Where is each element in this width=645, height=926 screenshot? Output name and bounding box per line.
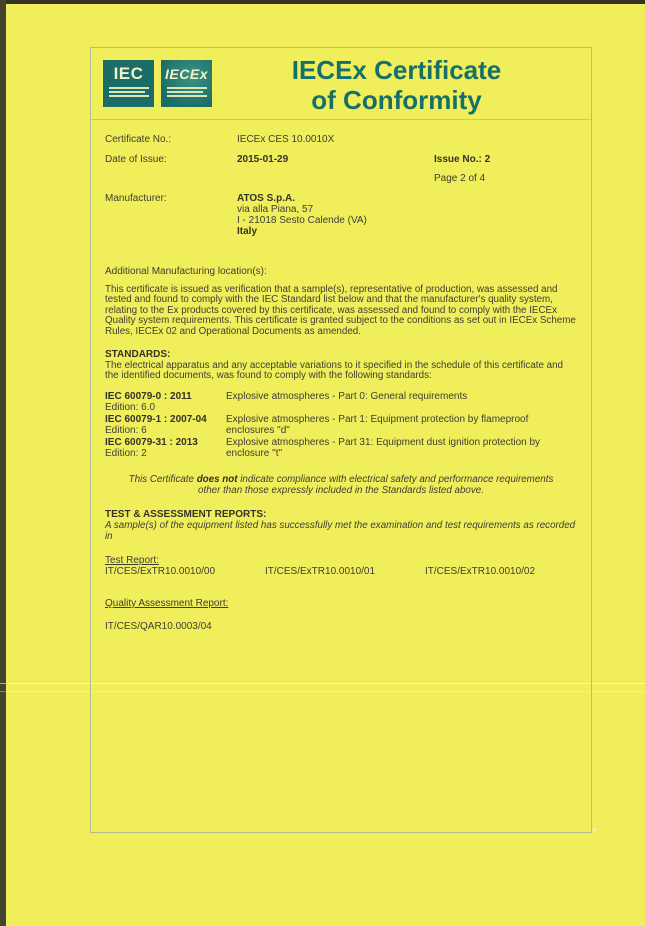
- iec-logo-icon: [103, 60, 154, 107]
- standard-row: [105, 391, 577, 413]
- scan-edge-left: [0, 0, 6, 926]
- verification-paragraph: This certificate is issued as verification that a sample(s), representative of production, was assessed and tested and found to comply with the IEC Standard list below and that the manufacturer's quality system, relating to the Ex products covered by this certificate, was assessed and found to comply with the IECEx Quality system requirements. This certificate is granted subject to the conditions as set out in IECEx Scheme Rules, IECEx 02 and Operational Documents as amended.: [105, 284, 576, 337]
- logos: [103, 60, 212, 107]
- standard-code: IEC 60079-1 : 2007-04: [105, 413, 207, 425]
- test-report-values: [105, 566, 577, 577]
- test-report-number: IT/CES/ExTR10.0010/02: [425, 565, 536, 577]
- disclaimer-suffix: indicate compliance with electrical safety and performance requirements other than those expressly included in the Standards listed above.: [198, 473, 554, 496]
- standards-intro: The electrical apparatus and any acceptable variations to it specified in the schedule of this certificate and the identified documents, was found to comply with the following standards:: [105, 360, 563, 382]
- iecex-logo-lines: [167, 87, 207, 99]
- date-of-issue-row: [105, 154, 577, 165]
- standards-heading: STANDARDS:: [105, 349, 171, 361]
- disclaimer-note: [105, 474, 577, 496]
- date-of-issue-value: 2015-01-29: [237, 154, 289, 165]
- quality-assessment-report-value: IT/CES/QAR10.0003/04: [105, 620, 212, 632]
- certificate-page: [90, 47, 592, 833]
- test-report-number: IT/CES/ExTR10.0010/01: [265, 565, 376, 577]
- manufacturer-address-line2: I - 21018 Sesto Calende (VA): [237, 215, 367, 226]
- date-of-issue-label: Date of Issue:: [105, 154, 167, 165]
- test-reports-heading: TEST & ASSESSMENT REPORTS:: [105, 508, 267, 520]
- iec-logo-lines: [109, 87, 149, 99]
- standard-code: IEC 60079-31 : 2013: [105, 436, 198, 448]
- certificate-body: [91, 120, 591, 632]
- iec-logo-dot: [593, 828, 596, 831]
- iec-logo-label: IEC: [113, 64, 144, 83]
- certificate-no-row: [105, 134, 577, 145]
- title-line-1: IECEx Certificate: [291, 54, 502, 85]
- manufacturer-row: [105, 193, 577, 237]
- title-line-2: of Conformity: [311, 84, 482, 115]
- standard-edition: Edition: 6: [105, 424, 147, 436]
- manufacturer-name: ATOS S.p.A.: [237, 193, 295, 204]
- certificate-no-label: Certificate No.:: [105, 134, 172, 145]
- test-report-number: IT/CES/ExTR10.0010/00: [105, 565, 216, 577]
- test-report-label: Test Report:: [105, 554, 159, 566]
- standards-list: [105, 391, 577, 459]
- standard-edition: Edition: 2: [105, 447, 147, 459]
- disclaimer-prefix: This Certificate: [128, 473, 197, 485]
- iecex-logo-icon: [161, 60, 212, 107]
- standard-code: IEC 60079-0 : 2011: [105, 390, 192, 402]
- additional-locations-label: Additional Manufacturing location(s):: [105, 266, 267, 277]
- issue-no: Issue No.: 2: [434, 154, 491, 165]
- manufacturer-address: [237, 193, 577, 237]
- manufacturer-country: Italy: [237, 226, 258, 237]
- page-no: Page 2 of 4: [434, 173, 486, 184]
- quality-assessment-report-label: Quality Assessment Report:: [105, 597, 229, 609]
- scan-edge-top: [0, 0, 645, 4]
- standard-description: Explosive atmospheres - Part 1: Equipment protection by flameproof enclosures "d": [226, 413, 529, 436]
- disclaimer-emphasis: does not: [196, 473, 238, 485]
- manufacturer-label: Manufacturer:: [105, 193, 167, 204]
- iecex-logo-label: IECEx: [165, 66, 208, 82]
- standard-edition: Edition: 6.0: [105, 401, 156, 413]
- standard-row: [105, 437, 577, 459]
- standard-description: Explosive atmospheres - Part 0: General requirements: [226, 390, 468, 402]
- standard-description: Explosive atmospheres - Part 31: Equipment dust ignition protection by enclosure "t": [226, 436, 541, 459]
- page-no-row: [105, 173, 577, 184]
- test-reports-intro: A sample(s) of the equipment listed has successfully met the examination and test requirements as recorded in: [105, 519, 576, 542]
- page-title: [212, 53, 581, 115]
- standard-row: [105, 414, 577, 436]
- certificate-no-value: IECEx CES 10.0010X: [237, 134, 335, 145]
- certificate-header: [91, 48, 591, 120]
- manufacturer-address-line1: via alla Piana, 57: [237, 204, 314, 215]
